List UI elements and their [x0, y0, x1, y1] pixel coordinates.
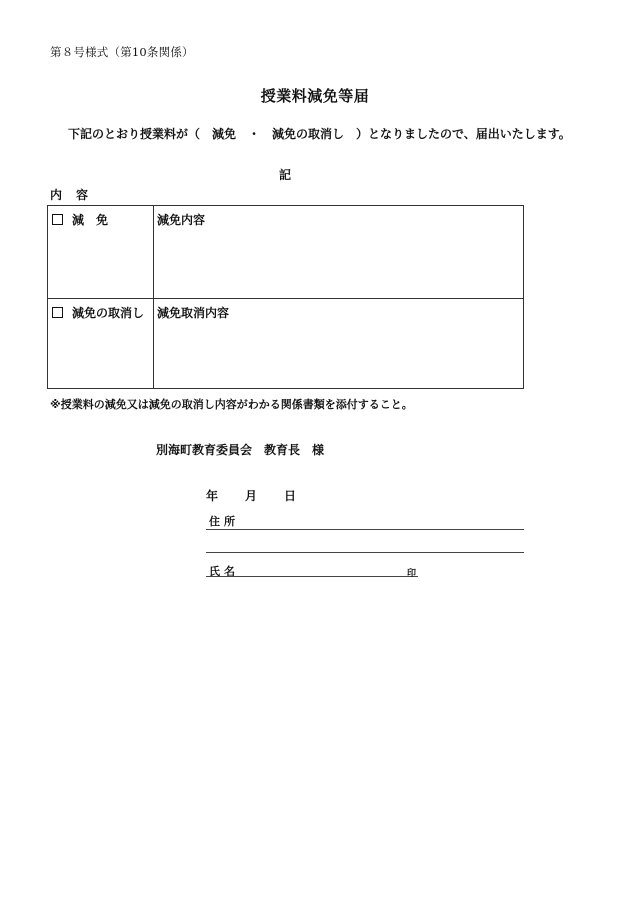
ki-heading: 記 — [279, 168, 292, 182]
page-title: 授業料減免等届 — [260, 87, 370, 105]
seal-mark: 印 — [407, 569, 417, 579]
content-heading: 内容 — [50, 188, 103, 202]
date-year-label: 年 — [206, 489, 219, 503]
attachment-note: ※授業料の減免又は減免の取消し内容がわかる関係書類を添付すること。 — [50, 398, 413, 411]
address-line[interactable] — [206, 529, 524, 530]
row-cancellation-label — [52, 304, 144, 321]
cancellation-label-text: 減免の取消し — [72, 306, 145, 320]
name-label: 氏名 — [209, 565, 239, 578]
exemption-detail[interactable]: 減免内容 — [157, 213, 206, 227]
addressee: 別海町教育委員会 教育長 様 — [156, 443, 325, 457]
intro-statement: 下記のとおり授業料が（ 減免 ・ 減免の取消し ）となりましたので、届出いたします。 — [68, 127, 571, 141]
cancellation-detail[interactable]: 減免取消内容 — [157, 306, 230, 320]
name-line[interactable] — [206, 576, 418, 577]
address-label: 住所 — [209, 515, 239, 528]
exemption-checkbox[interactable] — [52, 214, 63, 225]
row-exemption-label — [52, 211, 108, 228]
form-number: 第８号様式（第10条関係） — [50, 45, 194, 59]
content-table — [47, 205, 524, 389]
date-day-label: 日 — [284, 489, 297, 503]
table-column-divider — [153, 206, 154, 388]
exemption-label-text: 減 免 — [72, 213, 109, 227]
cancellation-checkbox[interactable] — [52, 307, 63, 318]
address-line-2[interactable] — [206, 552, 524, 553]
date-month-label: 月 — [245, 489, 258, 503]
table-row-divider — [48, 298, 523, 299]
